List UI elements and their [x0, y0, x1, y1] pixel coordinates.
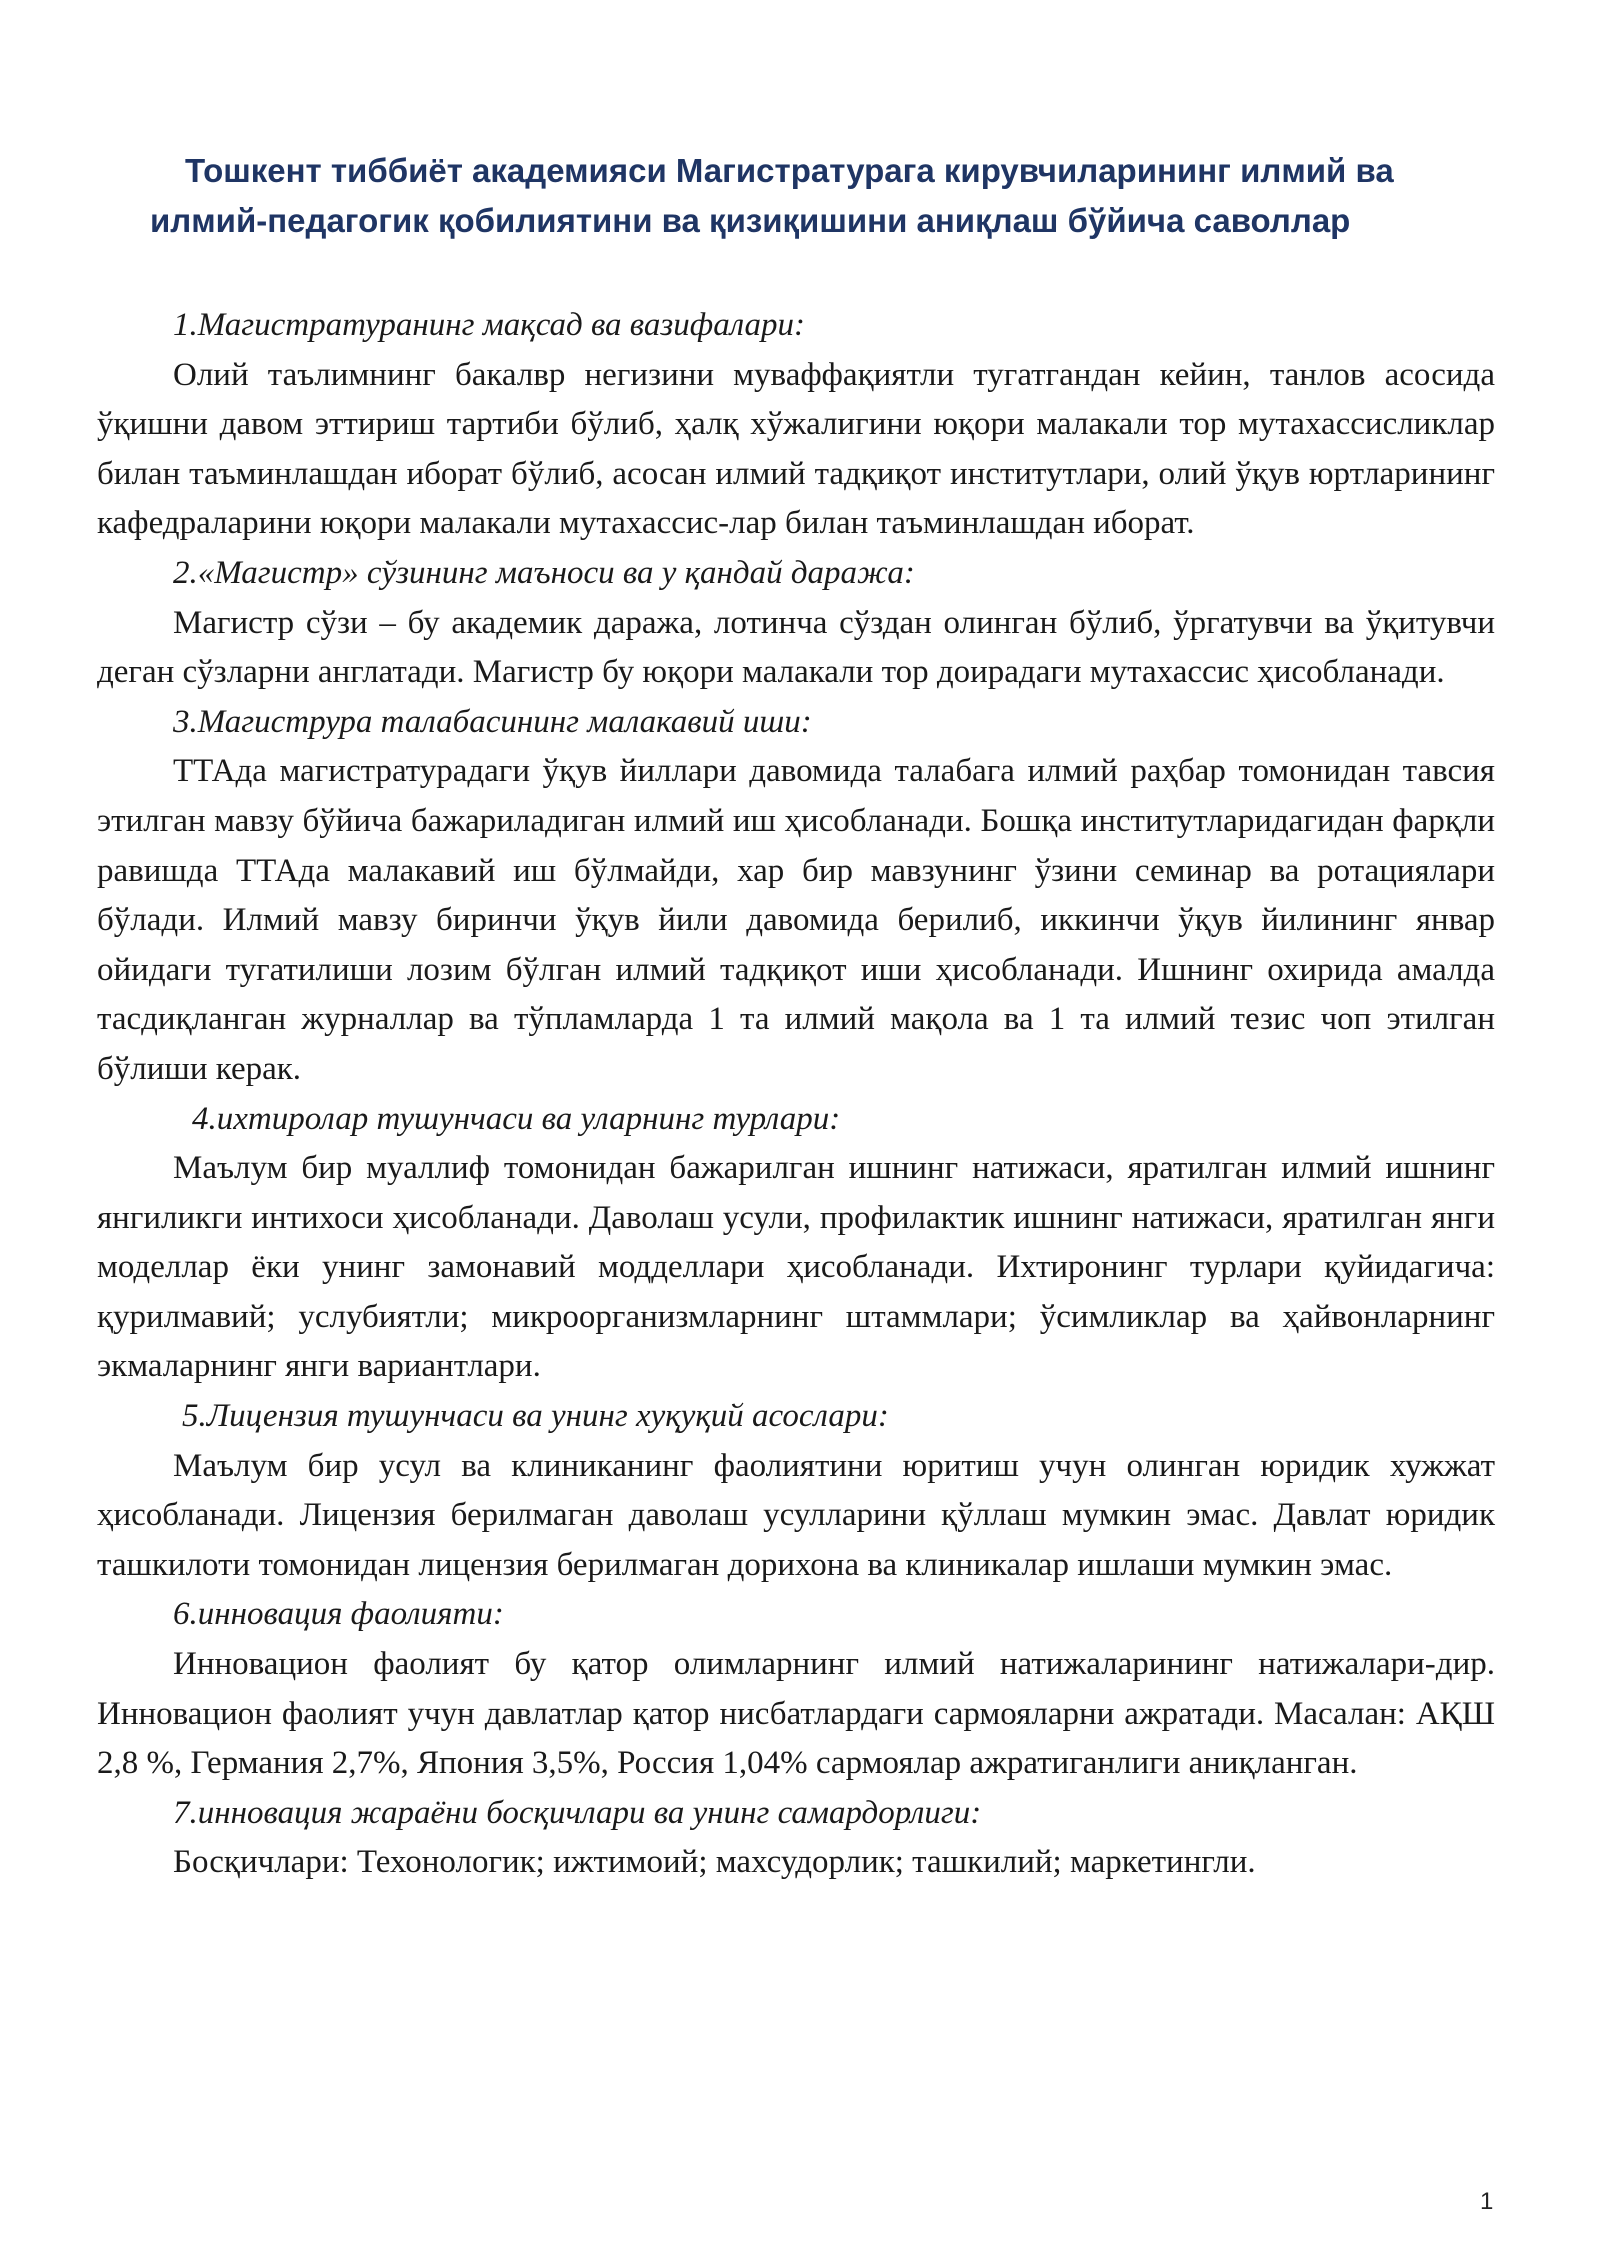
title-line-2: илмий-педагогик қобилиятини ва қизиқишини аниқлаш бўйича саволлар [150, 202, 1351, 239]
section-2-heading: 2.«Магистр» сўзининг маъноси ва у қандай даража: [173, 554, 915, 591]
section-7-heading: 7.инновация жараёни босқичлари ва унинг самардорлиги: [173, 1794, 982, 1831]
document-title [150, 146, 1500, 246]
section-7-body: Босқичлари: Техонологик; ижтимоий; махсудорлик; ташкилий; маркетингли. [173, 1844, 1256, 1881]
section-2-body: Магистр сўзи – бу академик даража, лотинча сўздан олинган бўлиб, ўргатувчи ва ўқитувчи деган сўзларни англатади. Магистр бу юқори малакали тор доирадаги мутахассис ҳисобланади. [97, 604, 1495, 691]
section-3-body: ТТАда магистратурадаги ўқув йиллари давомида талабага илмий раҳбар томонидан тавсия этилган мавзу бўйича бажариладиган илмий иш ҳисобланади. Бошқа институтларидагидан фарқли равишда ТТАда малакавий иш бўлмайди, хар бир мавзунинг ўзини семинар ва ротациялари бўлади. Илмий мавзу биринчи ўқув йили давомида берилиб, иккинчи ўқув йилининг январ ойидаги тугатилиши лозим бўлган илмий тадқиқот иши ҳисобланади. Ишнинг охирида амалда тасдиқланган журналлар ва тўпламларда 1 та илмий мақола ва 1 та илмий тезис чоп этилган бўлиши керак. [97, 753, 1495, 1087]
page-number: 1 [1480, 2188, 1494, 2215]
section-1-heading: 1.Магистратуранинг мақсад ва вазифалари: [173, 307, 805, 343]
section-6-heading: 6.инновация фаолияти: [173, 1596, 504, 1633]
section-4-body: Маълум бир муаллиф томонидан бажарилган ишнинг натижаси, яратилган илмий ишнинг янгиликги интихоси ҳисобланади. Даволаш усули, профилактик ишнинг натижаси, яратилган янги моделлар ёки унинг замонавий модделлари ҳисобланади. Ихтиронинг турлари қуйидагича: қурилмавий; услубиятли; микроорганизмларнинг штаммлари; ўсимликлар ва ҳайвонларнинг экмаларнинг янги вариантлари. [97, 1150, 1495, 1385]
section-4-heading: 4.ихтиролар тушунчаси ва уларнинг турлари: [192, 1100, 841, 1137]
section-6-body: Инновацион фаолият бу қатор олимларнинг илмий натижаларининг натижалари-дир. Инновацион фаолият учун давлатлар қатор нисбатлардаги сармояларни ажратади. Масалан: АҚШ 2,8 %, Германия 2,7%, Япония 3,5%, Россия 1,04% сармоялар ажратиганлиги аниқланган. [97, 1646, 1495, 1782]
section-5-body: Маълум бир усул ва клиниканинг фаолиятини юритиш учун олинган юридик хужжат ҳисобланади. Лицензия берилмаган даволаш усулларини қўллаш мумкин эмас. Давлат юридик ташкилоти томонидан лицензия берилмаган дорихона ва клиникалар ишлаши мумкин эмас. [97, 1447, 1495, 1583]
section-3-heading: 3.Магиструра талабасининг малакавий иши: [173, 703, 812, 740]
document-body [97, 301, 1495, 1888]
section-1-body: Олий таълимнинг бакалвр негизини муваффақиятли тугатгандан кейин, танлов асосида ўқишни давом эттириш тартиби бўлиб, ҳалқ хўжалигини юқори малакали тор мутахассисликлар билан таъминлашдан иборат бўлиб, асосан илмий тадқиқот институтлари, олий ўқув юртларининг кафедраларини юқори малакали мутахассис-лар билан таъминлашдан иборат. [97, 356, 1495, 542]
title-line-1: Тошкент тиббиёт академияси Магистратурага кирувчиларининг илмий ва [185, 152, 1394, 189]
section-5-heading: 5.Лицензия тушунчаси ва унинг хуқуқий асослари: [182, 1398, 889, 1435]
